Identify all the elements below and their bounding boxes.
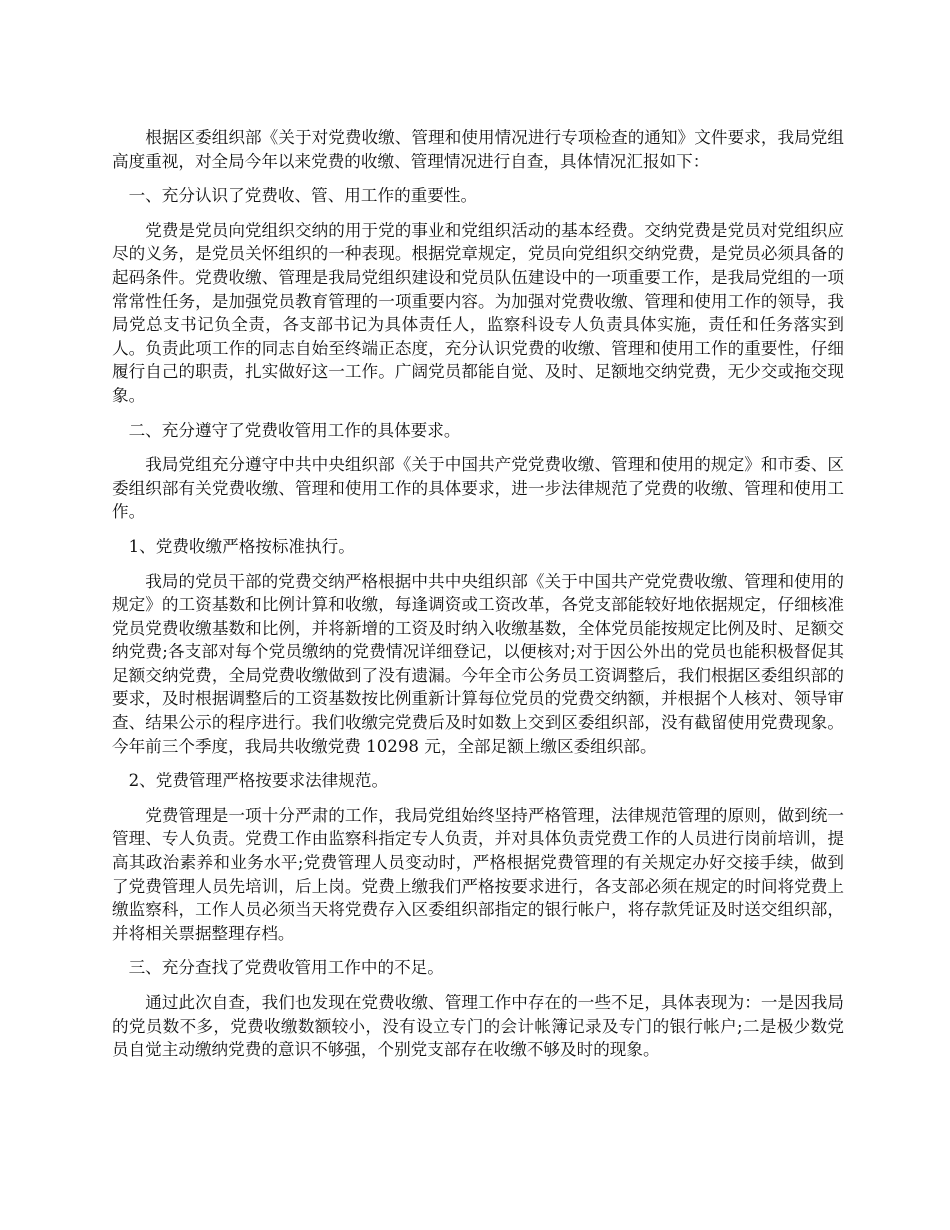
body-paragraph: 党费是党员向党组织交纳的用于党的事业和党组织活动的基本经费。交纳党费是党员对党组织应尽的义务，是党员关怀组织的一种表现。根据党章规定，党员向党组织交纳党费，是党员必须具备的起码条件。党费收缴、管理是我局党组织建设和党员队伍建设中的一项重要工作，是我局党组的一项常常性任务，是加强党员教育管理的一项重要内容。为加强对党费收缴、管理和使用工作的领导，我局党总支书记负全责，各支部书记为具体责任人，监察科设专人负责具体实施，责任和任务落实到人。负责此项工作的同志自始至终端正态度，充分认识党费的收缴、管理和使用工作的重要性，仔细履行自己的职责，扎实做好这一工作。广阔党员都能自觉、及时、足额地交纳党费，无少交或拖交现象。: [112, 220, 844, 405]
body-paragraph: 通过此次自查，我们也发现在党费收缴、管理工作中存在的一些不足，具体表现为：一是因我局的党员数不多，党费收缴数额较小，没有设立专门的会计帐簿记录及专门的银行帐户;二是极少数党员自觉主动缴纳党费的意识不够强，个别党支部存在收缴不够及时的现象。: [112, 993, 844, 1060]
section-heading-1: 一、充分认识了党费收、管、用工作的重要性。: [128, 186, 478, 206]
document-page: [112, 126, 844, 1073]
intro-paragraph: 根据区委组织部《关于对党费收缴、管理和使用情况进行专项检查的通知》文件要求，我局党组高度重视，对全局今年以来党费的收缴、管理情况进行自查，具体情况汇报如下：: [112, 128, 844, 171]
body-paragraph: 我局党组充分遵守中共中央组织部《关于中国共产党党费收缴、管理和使用的规定》和市委、区委组织部有关党费收缴、管理和使用工作的具体要求，进一步法律规范了党费的收缴、管理和使用工作。: [112, 455, 844, 522]
section-heading-3: 三、充分查找了党费收管用工作中的不足。: [128, 958, 444, 978]
section-heading-2: 二、充分遵守了党费收管用工作的具体要求。: [128, 420, 461, 440]
subsection-heading-2: 2、党费管理严格按要求法律规范。: [128, 771, 389, 791]
subsection-heading-1: 1、党费收缴严格按标准执行。: [128, 536, 355, 556]
body-paragraph: 党费管理是一项十分严肃的工作，我局党组始终坚持严格管理，法律规范管理的原则，做到统一管理、专人负责。党费工作由监察科指定专人负责，并对具体负责党费工作的人员进行岗前培训，提高其政治素养和业务水平;党费管理人员变动时，严格根据党费管理的有关规定办好交接手续，做到了党费管理人员先培训，后上岗。党费上缴我们严格按要求进行，各支部必须在规定的时间将党费上缴监察科，工作人员必须当天将党费存入区委组织部指定的银行帐户，将存款凭证及时送交组织部，并将相关票据整理存档。: [112, 805, 844, 943]
body-paragraph: 我局的党员干部的党费交纳严格根据中共中央组织部《关于中国共产党党费收缴、管理和使用的规定》的工资基数和比例计算和收缴，每逢调资或工资改革，各党支部能较好地依据规定，仔细核准党员党费收缴基数和比例，并将新增的工资及时纳入收缴基数，全体党员能按规定比例及时、足额交纳党费;各支部对每个党员缴纳的党费情况详细登记，以便核对;对于因公外出的党员也能积极督促其足额交纳党费，全局党费收缴做到了没有遗漏。今年全市公务员工资调整后，我们根据区委组织部的要求，及时根据调整后的工资基数按比例重新计算每位党员的党费交纳额，并根据个人核对、领导审查、结果公示的程序进行。我们收缴完党费后及时如数上交到区委组织部，没有截留使用党费现象。今年前三个季度，我局共收缴党费 10298 元，全部足额上缴区委组织部。: [112, 571, 844, 756]
